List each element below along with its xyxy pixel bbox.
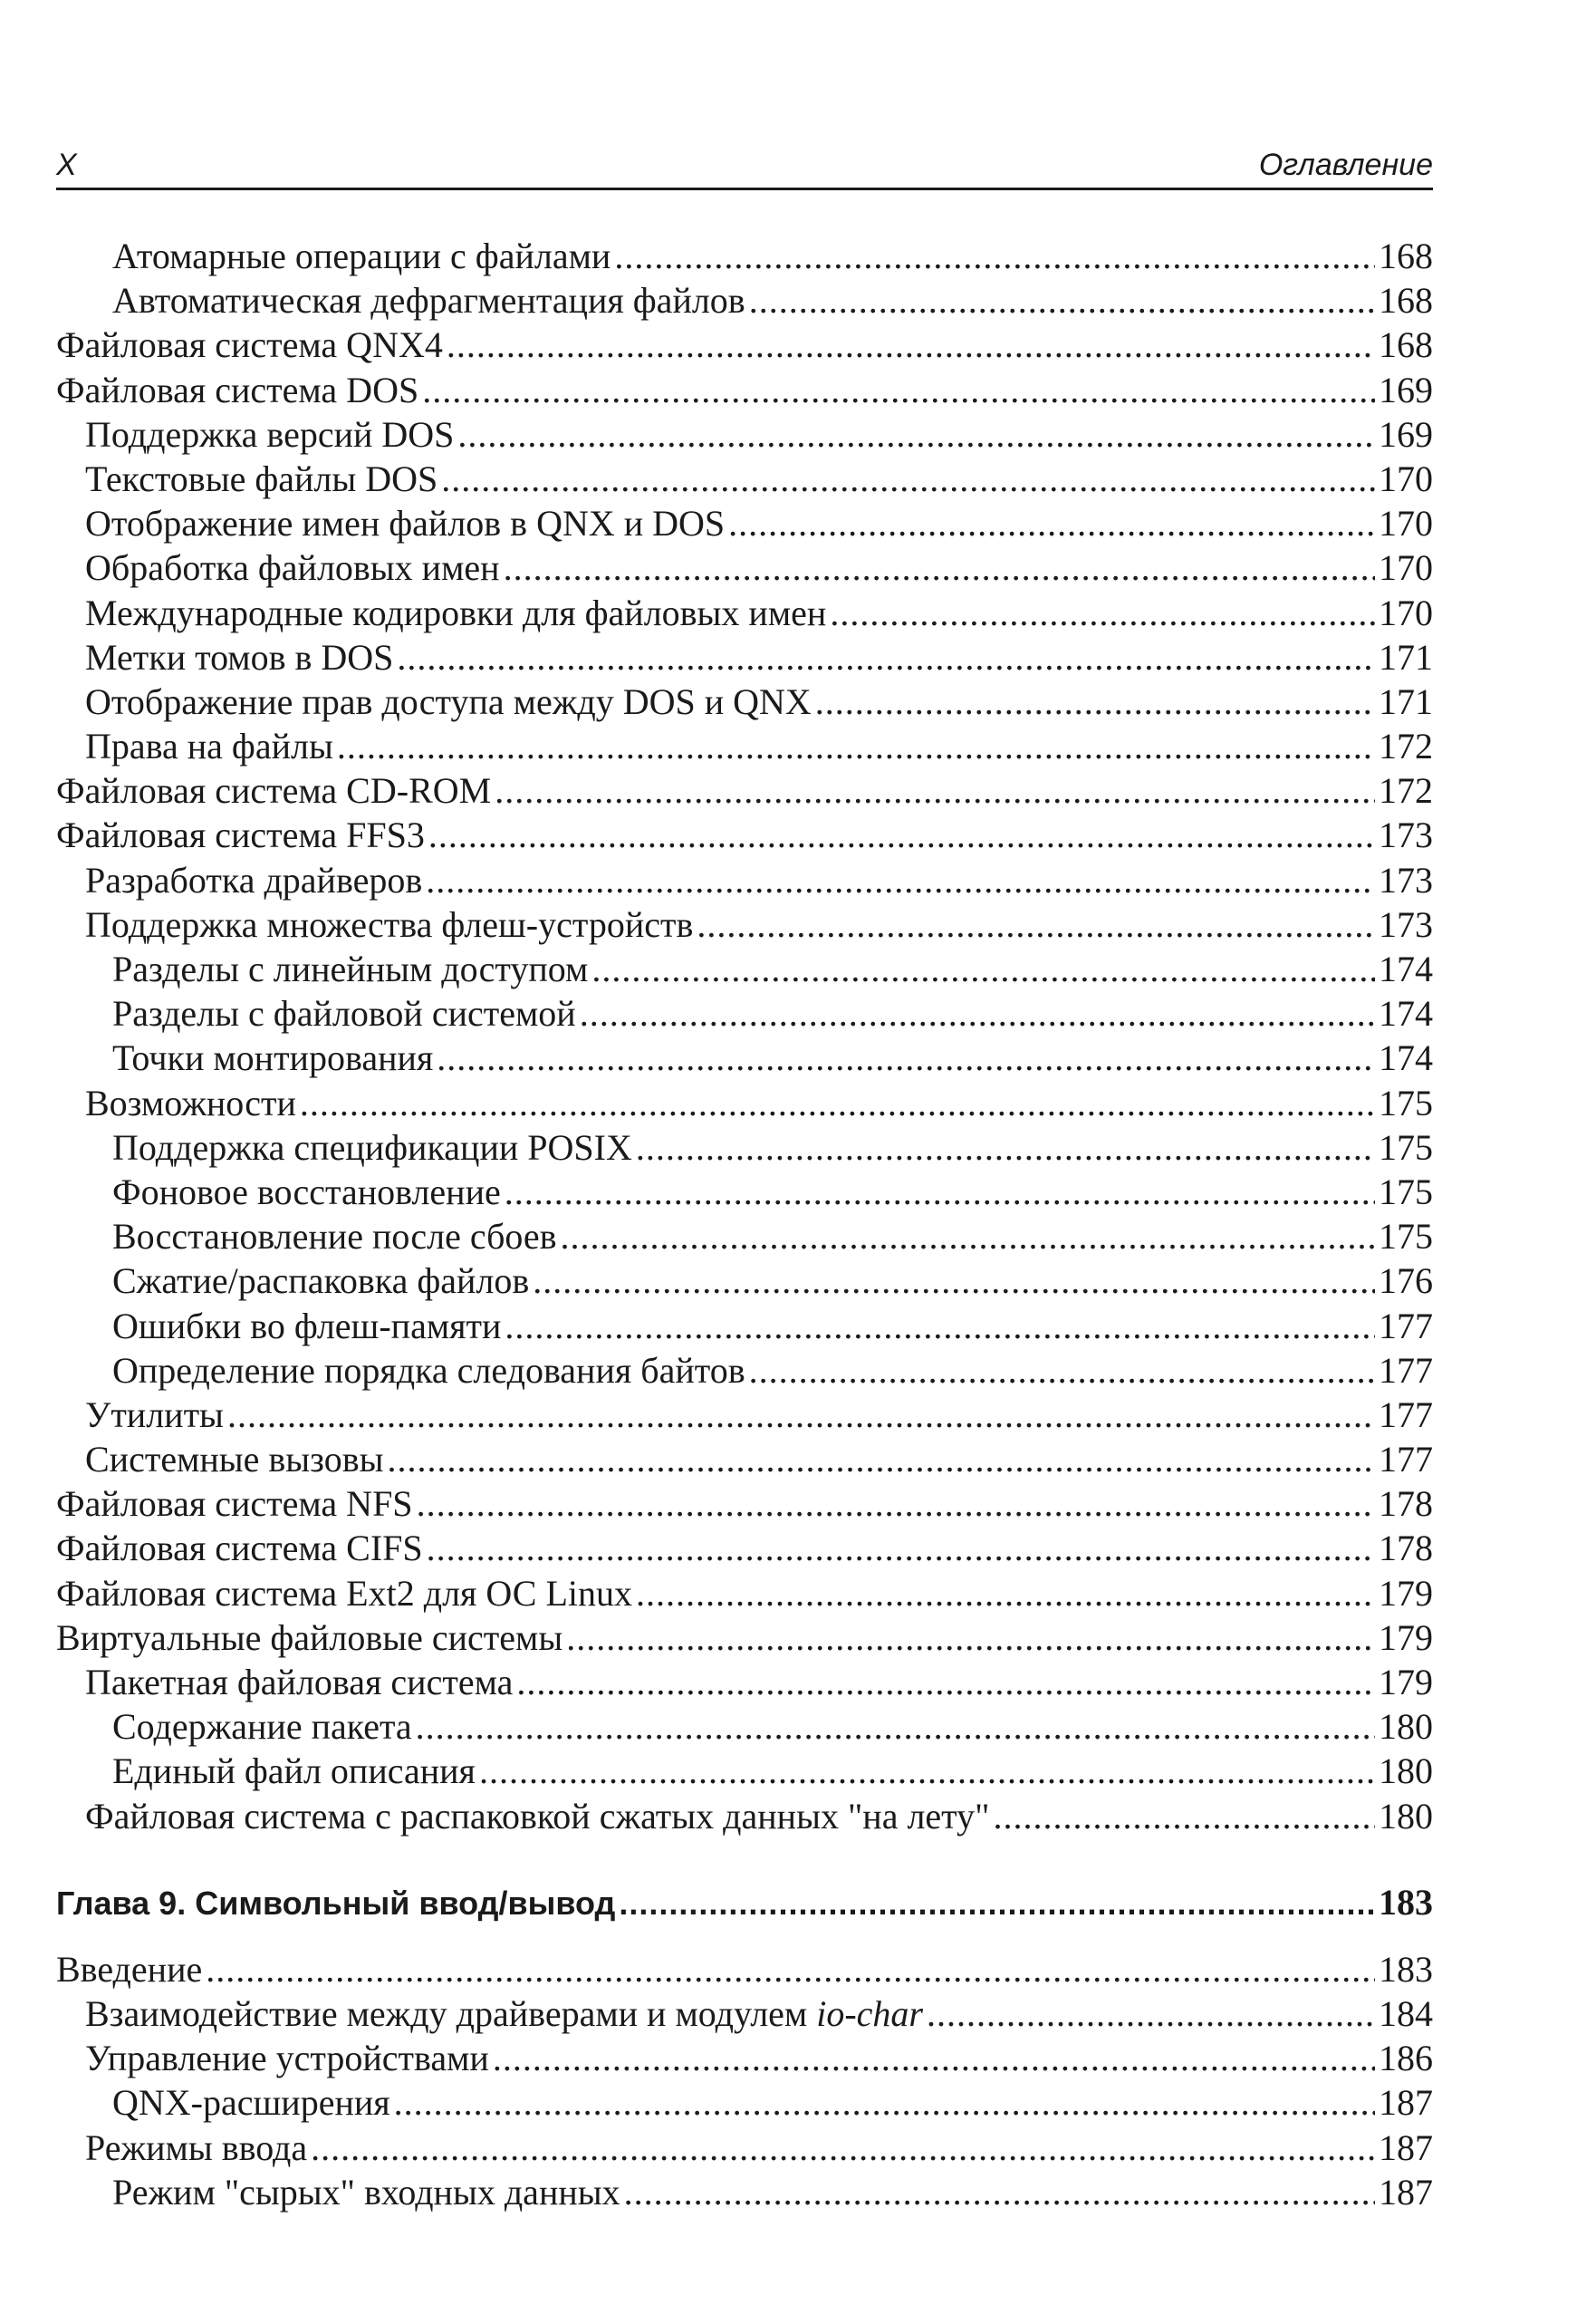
toc-entry-title: Поддержка версий DOS bbox=[85, 413, 455, 455]
leader-dots bbox=[815, 680, 1375, 724]
leader-dots bbox=[516, 1660, 1375, 1704]
toc-entry-page: 168 bbox=[1379, 236, 1433, 276]
toc-entry bbox=[56, 1258, 1433, 1303]
toc-entry-title: Ошибки во флеш-памяти bbox=[112, 1305, 502, 1346]
toc-entry bbox=[56, 1794, 1433, 1838]
leader-dots bbox=[505, 1170, 1375, 1214]
toc-entry-page: 168 bbox=[1379, 324, 1433, 366]
module-name-italic: io-char bbox=[816, 1992, 923, 2034]
toc-entry bbox=[56, 1615, 1433, 1660]
toc-entry-title: Автоматическая дефрагментация файлов bbox=[112, 280, 745, 322]
toc-entry-page: 171 bbox=[1379, 636, 1433, 678]
chapter-page: 183 bbox=[1379, 1881, 1433, 1923]
leader-dots bbox=[227, 1393, 1375, 1437]
toc-entry bbox=[56, 501, 1433, 545]
toc-entry bbox=[56, 1036, 1433, 1080]
toc-entry bbox=[56, 1081, 1433, 1125]
toc-entry bbox=[56, 1481, 1433, 1526]
toc-entry-page: 179 bbox=[1379, 1662, 1433, 1702]
toc-entry-title: Единый файл описания bbox=[112, 1750, 476, 1792]
leader-dots bbox=[447, 323, 1375, 367]
toc-entry-title: Файловая система CIFS bbox=[56, 1528, 423, 1569]
toc-entry bbox=[56, 412, 1433, 457]
toc-entry-page: 186 bbox=[1379, 2038, 1433, 2079]
toc-entry bbox=[56, 680, 1433, 724]
toc-entry bbox=[56, 2126, 1433, 2170]
toc-entry-title: Файловая система DOS bbox=[56, 369, 419, 410]
leader-dots bbox=[636, 1571, 1375, 1615]
toc-entry-page: 187 bbox=[1379, 2171, 1433, 2213]
toc-entry-title: Атомарные операции с файлами bbox=[112, 236, 611, 276]
toc-entry-page: 170 bbox=[1379, 503, 1433, 545]
leader-dots bbox=[580, 991, 1375, 1036]
toc-entry bbox=[56, 635, 1433, 680]
toc-entry bbox=[56, 1749, 1433, 1793]
leader-dots bbox=[728, 501, 1375, 545]
toc-entry-title: Файловая система Ext2 для ОС Linux bbox=[56, 1572, 633, 1614]
toc-entry-page: 170 bbox=[1379, 458, 1433, 499]
toc-entry-title: Управление устройствами bbox=[85, 2038, 489, 2079]
toc-entry-page: 172 bbox=[1379, 726, 1433, 767]
page-number: X bbox=[56, 148, 77, 182]
toc-entry-title: Введение bbox=[56, 1948, 203, 1990]
toc-entry-title: Разделы с линейным доступом bbox=[112, 949, 589, 989]
toc-entry bbox=[56, 234, 1433, 278]
toc-entry-page: 178 bbox=[1379, 1528, 1433, 1569]
leader-dots bbox=[624, 2170, 1375, 2214]
toc-entry bbox=[56, 1437, 1433, 1481]
toc-entry bbox=[56, 947, 1433, 991]
toc-entry bbox=[56, 2170, 1433, 2214]
toc-entry bbox=[56, 2080, 1433, 2125]
toc-entry bbox=[56, 858, 1433, 902]
toc-entry bbox=[56, 724, 1433, 768]
toc-entry-title: Обработка файловых имен bbox=[85, 547, 500, 589]
toc-entry bbox=[56, 591, 1433, 635]
toc-entry bbox=[56, 1704, 1433, 1749]
toc-entry-page: 175 bbox=[1379, 1082, 1433, 1123]
toc-entry-title: Метки томов в DOS bbox=[85, 636, 394, 678]
toc-entry-page: 177 bbox=[1379, 1305, 1433, 1346]
leader-dots bbox=[441, 457, 1375, 501]
toc-entry-title: Разделы с файловой системой bbox=[112, 993, 576, 1035]
toc-entry-page: 184 bbox=[1379, 1992, 1433, 2034]
toc-entry-title: Отображение прав доступа между DOS и QNX bbox=[85, 680, 812, 722]
toc-entry-title: Файловая система FFS3 bbox=[56, 815, 425, 856]
toc-entry-page: 169 bbox=[1379, 369, 1433, 410]
toc-entry-page: 177 bbox=[1379, 1439, 1433, 1480]
toc-entry-page: 187 bbox=[1379, 2082, 1433, 2124]
leader-dots bbox=[614, 234, 1375, 278]
leader-dots bbox=[416, 1704, 1375, 1749]
toc-entry bbox=[56, 1304, 1433, 1348]
leader-dots bbox=[397, 635, 1375, 680]
leader-dots bbox=[479, 1749, 1375, 1793]
toc-entry-title-text: Взаимодействие между драйверами и модулем bbox=[85, 1992, 817, 2034]
toc-entry-title: Сжатие/распаковка файлов bbox=[112, 1260, 530, 1302]
toc-entry-page: 174 bbox=[1379, 1037, 1433, 1079]
toc-entry-page: 172 bbox=[1379, 770, 1433, 812]
toc-entry-title: QNX-расширения bbox=[112, 2082, 390, 2124]
table-of-contents bbox=[56, 234, 1433, 2214]
toc-entry-page: 179 bbox=[1379, 1572, 1433, 1614]
toc-entry-title: Отображение имен файлов в QNX и DOS bbox=[85, 503, 726, 545]
toc-entry-title: Права на файлы bbox=[85, 726, 333, 767]
leader-dots bbox=[927, 1991, 1375, 2036]
header-rule bbox=[56, 188, 1433, 190]
toc-section-char-io bbox=[56, 1947, 1433, 2214]
toc-entry-title: Файловая система с распаковкой сжатых данных "на лету" bbox=[85, 1795, 990, 1837]
toc-entry-title: Текстовые файлы DOS bbox=[85, 458, 438, 499]
toc-entry bbox=[56, 323, 1433, 367]
leader-dots bbox=[300, 1081, 1375, 1125]
toc-entry-title: Файловая система QNX4 bbox=[56, 324, 443, 366]
toc-entry-page: 175 bbox=[1379, 1126, 1433, 1168]
toc-entry-page: 173 bbox=[1379, 903, 1433, 945]
toc-entry-page: 168 bbox=[1379, 280, 1433, 322]
toc-entry bbox=[56, 545, 1433, 590]
toc-entry bbox=[56, 1571, 1433, 1615]
leader-dots bbox=[337, 724, 1375, 768]
leader-dots bbox=[493, 2036, 1375, 2080]
toc-entry-page: 173 bbox=[1379, 859, 1433, 901]
toc-entry bbox=[56, 768, 1433, 813]
toc-entry bbox=[56, 2036, 1433, 2080]
leader-dots bbox=[591, 947, 1375, 991]
toc-entry-page: 169 bbox=[1379, 413, 1433, 455]
toc-entry-title: Режимы ввода bbox=[85, 2126, 308, 2168]
toc-entry-page: 180 bbox=[1379, 1750, 1433, 1792]
toc-entry-title: Виртуальные файловые системы bbox=[56, 1616, 563, 1658]
leader-dots bbox=[417, 1481, 1375, 1526]
toc-entry-title: Режим "сырых" входных данных bbox=[112, 2171, 620, 2213]
toc-entry-page: 177 bbox=[1379, 1349, 1433, 1391]
toc-entry-page: 171 bbox=[1379, 680, 1433, 722]
toc-entry bbox=[56, 1393, 1433, 1437]
toc-section-filesystems bbox=[56, 234, 1433, 1838]
toc-entry bbox=[56, 1660, 1433, 1704]
running-head: Оглавление bbox=[1258, 148, 1433, 182]
toc-entry bbox=[56, 1526, 1433, 1570]
leader-dots bbox=[504, 545, 1375, 590]
toc-entry bbox=[56, 1947, 1433, 1991]
leader-dots bbox=[561, 1214, 1375, 1258]
leader-dots bbox=[830, 591, 1375, 635]
toc-entry-title: Файловая система CD-ROM bbox=[56, 770, 492, 812]
chapter-heading-block bbox=[56, 1878, 1433, 1927]
toc-entry-title: Возможности bbox=[85, 1082, 296, 1123]
toc-entry bbox=[56, 278, 1433, 323]
toc-entry bbox=[56, 1125, 1433, 1170]
toc-entry bbox=[56, 902, 1433, 947]
leader-dots bbox=[697, 902, 1375, 947]
chapter-title: Глава 9. Символьный ввод/вывод bbox=[56, 1884, 616, 1922]
toc-entry bbox=[56, 457, 1433, 501]
leader-dots bbox=[437, 1036, 1375, 1080]
toc-entry-page: 179 bbox=[1379, 1616, 1433, 1658]
toc-entry-title: Фоновое восстановление bbox=[112, 1171, 501, 1212]
toc-entry bbox=[56, 1214, 1433, 1258]
toc-entry-title: Пакетная файловая система bbox=[85, 1662, 514, 1702]
toc-entry-title: Разработка драйверов bbox=[85, 859, 423, 901]
toc-entry-title: Содержание пакета bbox=[112, 1706, 412, 1748]
toc-entry-title: Международные кодировки для файловых имен bbox=[85, 592, 827, 633]
leader-dots bbox=[505, 1304, 1375, 1348]
toc-entry-page: 180 bbox=[1379, 1795, 1433, 1837]
leader-dots bbox=[427, 1526, 1375, 1570]
leader-dots bbox=[619, 1879, 1375, 1928]
toc-entry-title: Поддержка множества флеш-устройств bbox=[85, 903, 694, 945]
leader-dots bbox=[422, 368, 1375, 412]
toc-entry-page: 187 bbox=[1379, 2126, 1433, 2168]
toc-entry-page: 174 bbox=[1379, 993, 1433, 1035]
toc-entry-title: Определение порядка следования байтов bbox=[112, 1349, 745, 1391]
toc-entry-page: 177 bbox=[1379, 1393, 1433, 1435]
toc-entry-page: 175 bbox=[1379, 1216, 1433, 1258]
toc-entry bbox=[56, 813, 1433, 857]
leader-dots bbox=[749, 278, 1375, 323]
toc-entry bbox=[56, 1348, 1433, 1393]
toc-entry-page: 170 bbox=[1379, 592, 1433, 633]
toc-entry-page: 176 bbox=[1379, 1260, 1433, 1302]
toc-entry-title: Поддержка спецификации POSIX bbox=[112, 1126, 632, 1168]
toc-entry-page: 174 bbox=[1379, 949, 1433, 989]
toc-entry-title: Файловая система NFS bbox=[56, 1483, 413, 1525]
toc-entry-title: Системные вызовы bbox=[85, 1439, 384, 1480]
leader-dots bbox=[495, 768, 1375, 813]
toc-entry-title: Точки монтирования bbox=[112, 1037, 434, 1079]
toc-entry-page: 180 bbox=[1379, 1706, 1433, 1748]
toc-entry bbox=[56, 1170, 1433, 1214]
leader-dots bbox=[206, 1947, 1375, 1991]
toc-entry-title bbox=[85, 1991, 923, 2036]
toc-entry bbox=[56, 1991, 1433, 2036]
leader-dots bbox=[636, 1125, 1375, 1170]
toc-entry bbox=[56, 368, 1433, 412]
leader-dots bbox=[311, 2126, 1375, 2170]
leader-dots bbox=[428, 813, 1375, 857]
leader-dots bbox=[993, 1794, 1375, 1838]
toc-entry-page: 170 bbox=[1379, 547, 1433, 589]
leader-dots bbox=[566, 1615, 1375, 1660]
toc-entry-page: 178 bbox=[1379, 1483, 1433, 1525]
toc-entry bbox=[56, 991, 1433, 1036]
toc-entry-title: Восстановление после сбоев bbox=[112, 1216, 557, 1258]
page-header bbox=[56, 136, 1433, 190]
leader-dots bbox=[749, 1348, 1375, 1393]
toc-entry-title: Утилиты bbox=[85, 1393, 224, 1435]
chapter-heading bbox=[56, 1878, 1433, 1927]
toc-entry-page: 183 bbox=[1379, 1948, 1433, 1990]
leader-dots bbox=[388, 1437, 1375, 1481]
toc-entry-page: 173 bbox=[1379, 815, 1433, 856]
leader-dots bbox=[457, 412, 1375, 457]
leader-dots bbox=[426, 858, 1375, 902]
toc-entry-page: 175 bbox=[1379, 1171, 1433, 1212]
leader-dots bbox=[533, 1258, 1375, 1303]
leader-dots bbox=[394, 2080, 1375, 2125]
